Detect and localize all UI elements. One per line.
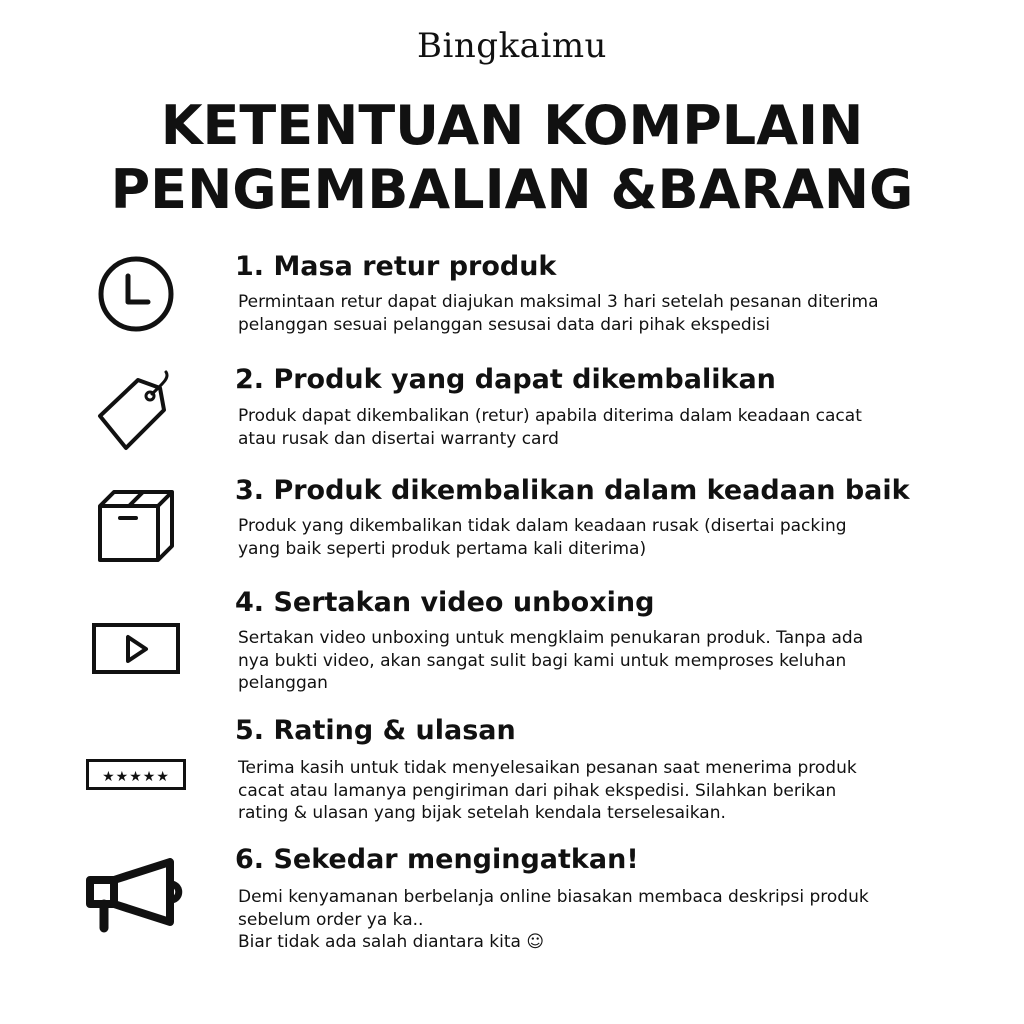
text-line: pelanggan sesuai pelanggan sesusai data dari pihak ekspedisi xyxy=(238,314,771,335)
page-title-line-1: KETENTUAN KOMPLAIN xyxy=(160,94,864,157)
text-line: Permintaan retur dapat diajukan maksimal 3 hari setelah pesanan diterima xyxy=(238,292,879,312)
section-heading-returnable-products: 2. Produk yang dapat dikembalikan xyxy=(235,364,776,395)
text-line: atau rusak dan disertai warranty card xyxy=(238,428,559,449)
section-text-rating-review xyxy=(238,757,958,825)
section-text-unboxing-video xyxy=(238,627,958,695)
video-play-icon xyxy=(92,623,180,675)
brand-logo: Bingkaimu xyxy=(417,26,607,66)
section-heading-return-period: 1. Masa retur produk xyxy=(235,251,557,282)
package-box-icon xyxy=(96,488,176,564)
text-line: Produk dapat dikembalikan (retur) apabila diterima dalam keadaan cacat xyxy=(238,406,862,426)
text-line: Demi kenyamanan berbelanja online biasakan membaca deskripsi produk xyxy=(238,887,869,907)
section-text-return-period xyxy=(238,291,958,336)
text-line: nya bukti video, akan sangat sulit bagi kami untuk memproses keluhan xyxy=(238,650,847,671)
text-line: cacat atau lamanya pengiriman dari pihak ekspedisi. Silahkan berikan xyxy=(238,780,837,801)
text-line: Biar tidak ada salah diantara kita ☺ xyxy=(238,932,545,952)
section-text-good-condition xyxy=(238,515,958,560)
page-title-line-2: PENGEMBALIAN &BARANG xyxy=(110,158,914,221)
section-heading-good-condition: 3. Produk dikembalikan dalam keadaan baik xyxy=(235,475,910,506)
svg-text:★★★★★: ★★★★★ xyxy=(102,769,170,785)
text-line: Terima kasih untuk tidak menyelesaikan pesanan saat menerima produk xyxy=(238,758,857,778)
section-text-returnable-products xyxy=(238,405,958,450)
section-heading-rating-review: 5. Rating & ulasan xyxy=(235,715,516,746)
megaphone-icon xyxy=(86,858,186,934)
section-text-reminder xyxy=(238,886,958,954)
text-line: Sertakan video unboxing untuk mengklaim penukaran produk. Tanpa ada xyxy=(238,628,864,648)
text-line: sebelum order ya ka.. xyxy=(238,909,424,930)
price-tag-icon xyxy=(96,370,178,454)
clock-icon xyxy=(96,254,176,334)
five-star-rating-icon xyxy=(86,759,186,791)
text-line: yang baik seperti produk pertama kali diterima) xyxy=(238,538,647,559)
section-heading-unboxing-video: 4. Sertakan video unboxing xyxy=(235,587,655,618)
text-line: Produk yang dikembalikan tidak dalam keadaan rusak (disertai packing xyxy=(238,516,847,536)
section-heading-reminder: 6. Sekedar mengingatkan! xyxy=(235,844,639,875)
text-line: pelanggan xyxy=(238,673,328,693)
text-line: rating & ulasan yang bijak setelah kendala terselesaikan. xyxy=(238,803,726,823)
